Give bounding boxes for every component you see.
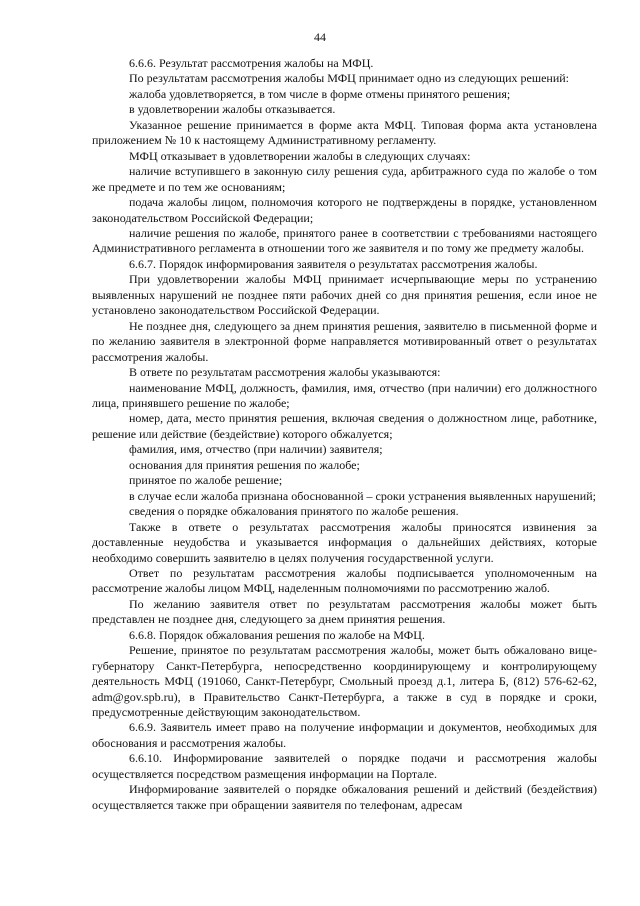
section-heading: 6.6.6. Результат рассмотрения жалобы на МФЦ. [129, 56, 374, 70]
paragraph: Ответ по результатам рассмотрения жалобы подписывается уполномоченным на рассмотрение жалобы лицом МФЦ, наделенным полномочиями по рассмотрению жалоб. [92, 565, 597, 596]
paragraph: Решение, принятое по результатам рассмотрения жалобы, может быть обжаловано вице-губернатору Санкт-Петербурга, непосредственно координирующему и контролирующему деятельность МФЦ (191060, Санкт-Петербург, Смольный проезд д.1, литера Б, (812) 576-62-62, adm@gov.spb.ru), в Правительство Санкт-Петербурга, а также в суд в порядке и сроки, предусмотренные действующим законодательством. [92, 643, 597, 720]
list-item: в удовлетворении жалобы отказывается. [129, 102, 336, 117]
section-heading: 6.6.10. Информирование заявителей о порядке подачи и рассмотрения жалобы осуществляется посредством размещения информации на Портале. [92, 751, 597, 781]
list-item: наличие вступившего в законную силу решения суда, арбитражного суда по жалобе о том же предмете и по тем же основаниям; [92, 164, 597, 194]
paragraph: Указанное решение принимается в форме акта МФЦ. Типовая форма акта установлена приложением № 10 к настоящему Административному регламенту. [92, 117, 597, 148]
paragraph: Информирование заявителей о порядке обжалования решений и действий (бездействия) осуществляется также при обращении заявителя по телефонам, адресам [92, 782, 597, 812]
paragraph: Также в ответе о результатах рассмотрения жалобы приносятся извинения за доставленные неудобства и указывается информация о дальнейших действиях, которые необходимо совершить заявителю в целях получения государственной услуги. [92, 519, 597, 565]
page-number: 44 [314, 30, 326, 44]
list-item: наименование МФЦ, должность, фамилия, имя, отчество (при наличии) его должностного лица, принявшего решение по жалобе; [92, 380, 597, 410]
paragraph: Не позднее дня, следующего за днем принятия решения, заявителю в письменной форме и по желанию заявителя в электронной форме направляется мотивированный ответ о результатах рассмотрения жалобы. [92, 318, 597, 364]
paragraph: При удовлетворении жалобы МФЦ принимает исчерпывающие меры по устранению выявленных нарушений не позднее пяти рабочих дней со дня принятия решения, если иное не установлено законодательством Российской Федерации. [92, 272, 597, 318]
list-item: принятое по жалобе решение; [129, 473, 283, 488]
list-item: жалоба удовлетворяется, в том числе в форме отмены принятого решения; [129, 86, 511, 101]
section-heading: 6.6.7. Порядок информирования заявителя о результатах рассмотрения жалобы. [129, 256, 538, 271]
list-item: наличие решения по жалобе, принятого ранее в соответствии с требованиями настоящего Административного регламента в отношении того же заявителя и по тому же предмету жалобы. [92, 225, 597, 256]
list-item: подача жалобы лицом, полномочия которого не подтверждены в порядке, установленном законодательством Российской Федерации; [92, 195, 597, 225]
list-item: в случае если жалоба признана обоснованной – сроки устранения выявленных нарушений; [129, 488, 596, 503]
document-body [92, 56, 597, 813]
section-heading: 6.6.8. Порядок обжалования решения по жалобе на МФЦ. [129, 627, 425, 642]
section-heading: 6.6.9. Заявитель имеет право на получение информации и документов, необходимых для обоснования и рассмотрения жалобы. [92, 720, 597, 750]
paragraph: По желанию заявителя ответ по результатам рассмотрения жалобы может быть представлен не позднее дня, следующего за днем принятия решения. [92, 596, 597, 627]
paragraph: В ответе по результатам рассмотрения жалобы указываются: [129, 365, 441, 380]
list-item: номер, дата, место принятия решения, включая сведения о должностном лице, работнике, решение или действие (бездействие) которого обжалуется; [92, 411, 597, 441]
paragraph: По результатам рассмотрения жалобы МФЦ принимает одно из следующих решений: [129, 71, 569, 86]
paragraph: МФЦ отказывает в удовлетворении жалобы в следующих случаях: [129, 148, 471, 163]
list-item: сведения о порядке обжалования принятого по жалобе решения. [129, 504, 459, 519]
list-item: фамилия, имя, отчество (при наличии) заявителя; [129, 442, 383, 457]
list-item: основания для принятия решения по жалобе; [129, 457, 360, 472]
